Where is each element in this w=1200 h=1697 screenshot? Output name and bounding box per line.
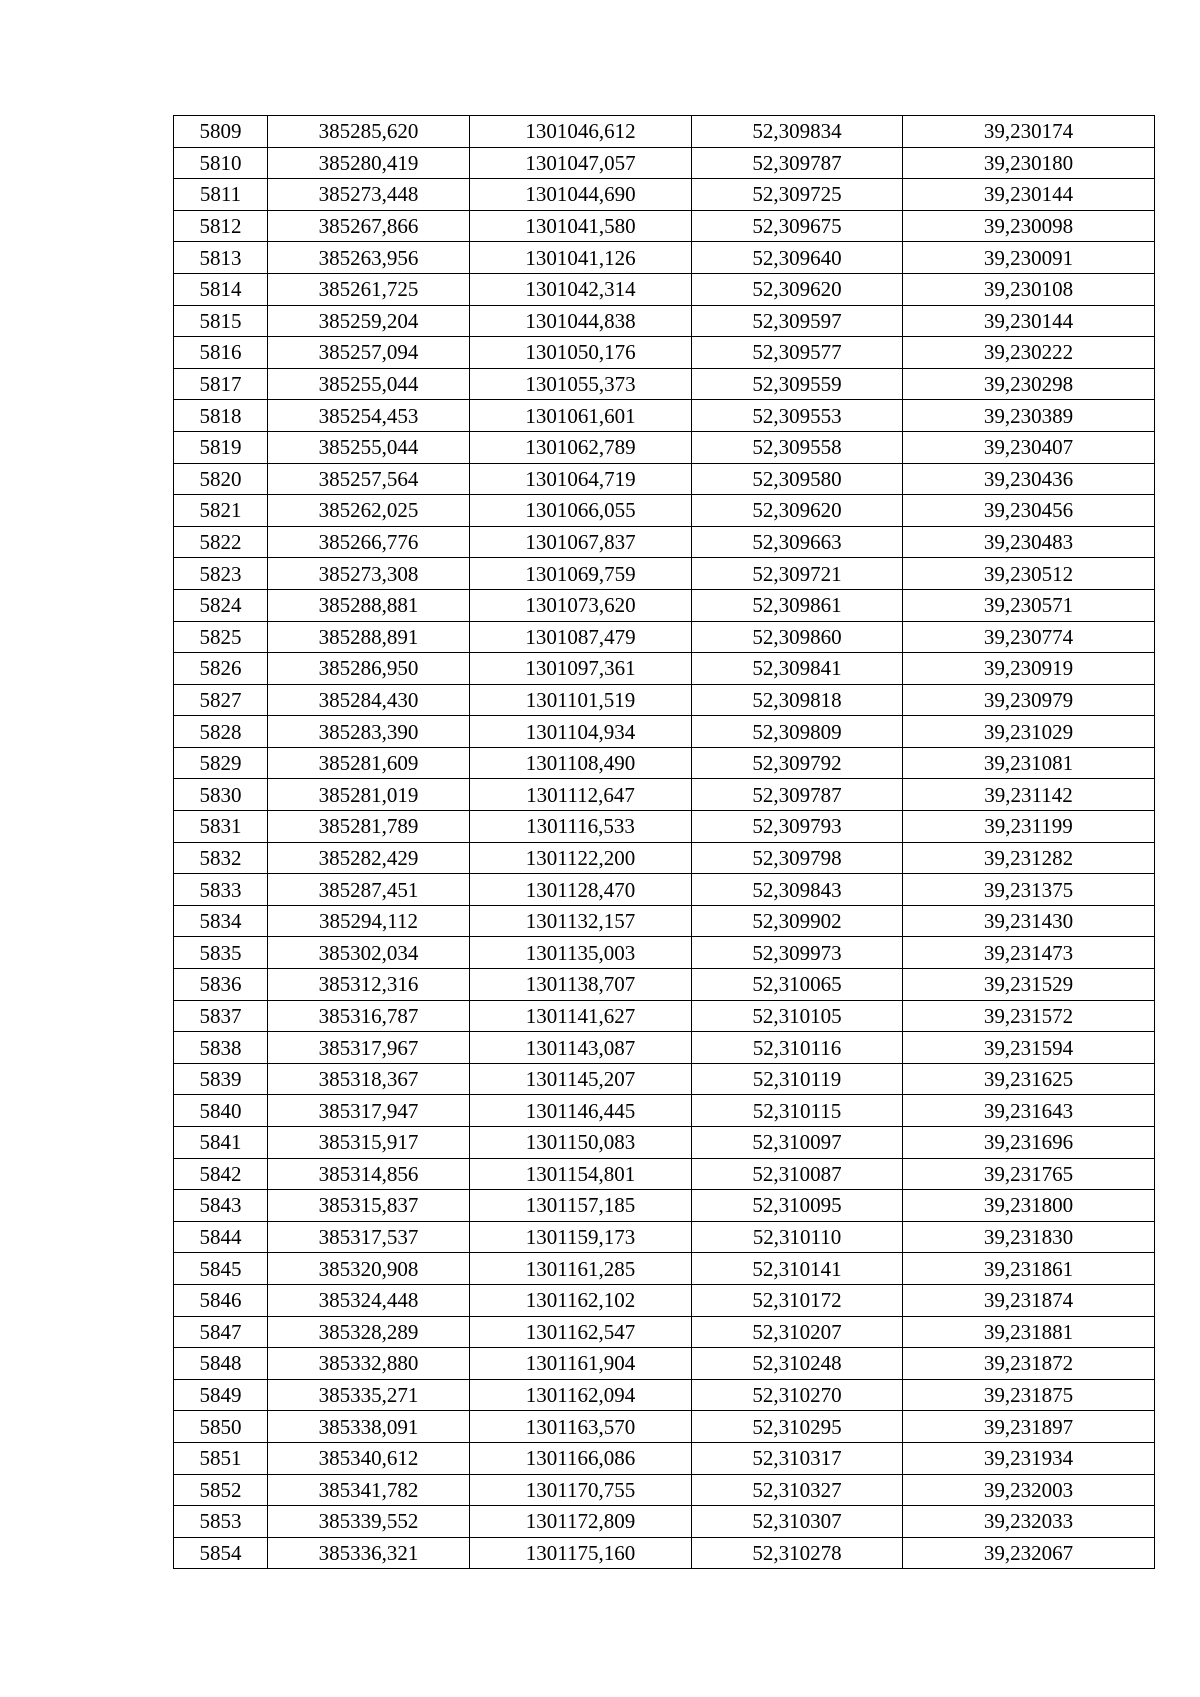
x-coordinate-cell: 385259,204 <box>268 305 470 337</box>
latitude-cell: 52,310317 <box>692 1442 903 1474</box>
table-row <box>174 495 1155 527</box>
point-number-cell: 5833 <box>174 874 268 906</box>
table-row <box>174 1506 1155 1538</box>
y-coordinate-cell: 1301146,445 <box>470 1095 692 1127</box>
x-coordinate-cell: 385336,321 <box>268 1537 470 1569</box>
table-row <box>174 905 1155 937</box>
x-coordinate-cell: 385288,891 <box>268 621 470 653</box>
latitude-cell: 52,309620 <box>692 495 903 527</box>
table-row <box>174 1032 1155 1064</box>
latitude-cell: 52,310295 <box>692 1411 903 1443</box>
longitude-cell: 39,231643 <box>903 1095 1155 1127</box>
x-coordinate-cell: 385273,448 <box>268 179 470 211</box>
table-row <box>174 1442 1155 1474</box>
point-number-cell: 5835 <box>174 937 268 969</box>
point-number-cell: 5847 <box>174 1316 268 1348</box>
latitude-cell: 52,309597 <box>692 305 903 337</box>
x-coordinate-cell: 385324,448 <box>268 1284 470 1316</box>
x-coordinate-cell: 385294,112 <box>268 905 470 937</box>
latitude-cell: 52,310141 <box>692 1253 903 1285</box>
table-row <box>174 716 1155 748</box>
x-coordinate-cell: 385286,950 <box>268 653 470 685</box>
latitude-cell: 52,309841 <box>692 653 903 685</box>
point-number-cell: 5851 <box>174 1442 268 1474</box>
x-coordinate-cell: 385340,612 <box>268 1442 470 1474</box>
latitude-cell: 52,310248 <box>692 1348 903 1380</box>
longitude-cell: 39,231594 <box>903 1032 1155 1064</box>
point-number-cell: 5838 <box>174 1032 268 1064</box>
table-row <box>174 1474 1155 1506</box>
table-row <box>174 242 1155 274</box>
latitude-cell: 52,309577 <box>692 337 903 369</box>
table-row <box>174 653 1155 685</box>
table-row <box>174 621 1155 653</box>
point-number-cell: 5832 <box>174 842 268 874</box>
x-coordinate-cell: 385341,782 <box>268 1474 470 1506</box>
y-coordinate-cell: 1301064,719 <box>470 463 692 495</box>
longitude-cell: 39,230298 <box>903 368 1155 400</box>
table-row <box>174 273 1155 305</box>
y-coordinate-cell: 1301061,601 <box>470 400 692 432</box>
table-row <box>174 684 1155 716</box>
latitude-cell: 52,309843 <box>692 874 903 906</box>
table-row <box>174 1284 1155 1316</box>
x-coordinate-cell: 385287,451 <box>268 874 470 906</box>
longitude-cell: 39,230098 <box>903 210 1155 242</box>
longitude-cell: 39,231872 <box>903 1348 1155 1380</box>
table-row <box>174 526 1155 558</box>
table-row <box>174 874 1155 906</box>
latitude-cell: 52,309580 <box>692 463 903 495</box>
longitude-cell: 39,231430 <box>903 905 1155 937</box>
longitude-cell: 39,231375 <box>903 874 1155 906</box>
table-row <box>174 1537 1155 1569</box>
y-coordinate-cell: 1301062,789 <box>470 431 692 463</box>
coordinates-table-body <box>174 116 1155 1569</box>
x-coordinate-cell: 385273,308 <box>268 558 470 590</box>
x-coordinate-cell: 385317,537 <box>268 1221 470 1253</box>
point-number-cell: 5812 <box>174 210 268 242</box>
x-coordinate-cell: 385338,091 <box>268 1411 470 1443</box>
y-coordinate-cell: 1301044,690 <box>470 179 692 211</box>
longitude-cell: 39,230512 <box>903 558 1155 590</box>
point-number-cell: 5819 <box>174 431 268 463</box>
latitude-cell: 52,310278 <box>692 1537 903 1569</box>
point-number-cell: 5840 <box>174 1095 268 1127</box>
x-coordinate-cell: 385283,390 <box>268 716 470 748</box>
point-number-cell: 5844 <box>174 1221 268 1253</box>
latitude-cell: 52,310087 <box>692 1158 903 1190</box>
latitude-cell: 52,309809 <box>692 716 903 748</box>
point-number-cell: 5811 <box>174 179 268 211</box>
x-coordinate-cell: 385314,856 <box>268 1158 470 1190</box>
table-row <box>174 969 1155 1001</box>
latitude-cell: 52,310105 <box>692 1000 903 1032</box>
longitude-cell: 39,231800 <box>903 1190 1155 1222</box>
y-coordinate-cell: 1301141,627 <box>470 1000 692 1032</box>
table-row <box>174 463 1155 495</box>
table-row <box>174 210 1155 242</box>
longitude-cell: 39,230456 <box>903 495 1155 527</box>
point-number-cell: 5824 <box>174 589 268 621</box>
point-number-cell: 5821 <box>174 495 268 527</box>
y-coordinate-cell: 1301046,612 <box>470 116 692 148</box>
longitude-cell: 39,231529 <box>903 969 1155 1001</box>
longitude-cell: 39,231696 <box>903 1127 1155 1159</box>
latitude-cell: 52,310065 <box>692 969 903 1001</box>
latitude-cell: 52,309787 <box>692 147 903 179</box>
table-row <box>174 747 1155 779</box>
latitude-cell: 52,309973 <box>692 937 903 969</box>
x-coordinate-cell: 385281,019 <box>268 779 470 811</box>
y-coordinate-cell: 1301101,519 <box>470 684 692 716</box>
y-coordinate-cell: 1301042,314 <box>470 273 692 305</box>
table-row <box>174 305 1155 337</box>
point-number-cell: 5834 <box>174 905 268 937</box>
latitude-cell: 52,309725 <box>692 179 903 211</box>
latitude-cell: 52,310207 <box>692 1316 903 1348</box>
table-row <box>174 811 1155 843</box>
table-row <box>174 179 1155 211</box>
latitude-cell: 52,309721 <box>692 558 903 590</box>
longitude-cell: 39,230571 <box>903 589 1155 621</box>
latitude-cell: 52,310327 <box>692 1474 903 1506</box>
longitude-cell: 39,230180 <box>903 147 1155 179</box>
x-coordinate-cell: 385318,367 <box>268 1063 470 1095</box>
latitude-cell: 52,309861 <box>692 589 903 621</box>
point-number-cell: 5842 <box>174 1158 268 1190</box>
y-coordinate-cell: 1301162,094 <box>470 1379 692 1411</box>
latitude-cell: 52,309558 <box>692 431 903 463</box>
y-coordinate-cell: 1301044,838 <box>470 305 692 337</box>
table-row <box>174 1127 1155 1159</box>
longitude-cell: 39,231142 <box>903 779 1155 811</box>
x-coordinate-cell: 385285,620 <box>268 116 470 148</box>
x-coordinate-cell: 385281,789 <box>268 811 470 843</box>
table-row <box>174 147 1155 179</box>
y-coordinate-cell: 1301122,200 <box>470 842 692 874</box>
longitude-cell: 39,231029 <box>903 716 1155 748</box>
point-number-cell: 5828 <box>174 716 268 748</box>
y-coordinate-cell: 1301170,755 <box>470 1474 692 1506</box>
x-coordinate-cell: 385312,316 <box>268 969 470 1001</box>
point-number-cell: 5850 <box>174 1411 268 1443</box>
y-coordinate-cell: 1301161,904 <box>470 1348 692 1380</box>
point-number-cell: 5849 <box>174 1379 268 1411</box>
latitude-cell: 52,310115 <box>692 1095 903 1127</box>
table-row <box>174 400 1155 432</box>
point-number-cell: 5817 <box>174 368 268 400</box>
y-coordinate-cell: 1301067,837 <box>470 526 692 558</box>
point-number-cell: 5820 <box>174 463 268 495</box>
latitude-cell: 52,309834 <box>692 116 903 148</box>
y-coordinate-cell: 1301087,479 <box>470 621 692 653</box>
coordinates-table <box>173 115 1155 1569</box>
longitude-cell: 39,230979 <box>903 684 1155 716</box>
y-coordinate-cell: 1301069,759 <box>470 558 692 590</box>
longitude-cell: 39,230222 <box>903 337 1155 369</box>
point-number-cell: 5853 <box>174 1506 268 1538</box>
longitude-cell: 39,232003 <box>903 1474 1155 1506</box>
point-number-cell: 5836 <box>174 969 268 1001</box>
point-number-cell: 5825 <box>174 621 268 653</box>
latitude-cell: 52,309798 <box>692 842 903 874</box>
table-row <box>174 431 1155 463</box>
y-coordinate-cell: 1301163,570 <box>470 1411 692 1443</box>
x-coordinate-cell: 385255,044 <box>268 431 470 463</box>
y-coordinate-cell: 1301135,003 <box>470 937 692 969</box>
point-number-cell: 5826 <box>174 653 268 685</box>
x-coordinate-cell: 385257,564 <box>268 463 470 495</box>
y-coordinate-cell: 1301041,126 <box>470 242 692 274</box>
point-number-cell: 5829 <box>174 747 268 779</box>
longitude-cell: 39,231830 <box>903 1221 1155 1253</box>
table-row <box>174 1316 1155 1348</box>
point-number-cell: 5837 <box>174 1000 268 1032</box>
table-row <box>174 116 1155 148</box>
latitude-cell: 52,309787 <box>692 779 903 811</box>
longitude-cell: 39,231881 <box>903 1316 1155 1348</box>
y-coordinate-cell: 1301132,157 <box>470 905 692 937</box>
point-number-cell: 5822 <box>174 526 268 558</box>
y-coordinate-cell: 1301161,285 <box>470 1253 692 1285</box>
x-coordinate-cell: 385263,956 <box>268 242 470 274</box>
longitude-cell: 39,230144 <box>903 179 1155 211</box>
longitude-cell: 39,231897 <box>903 1411 1155 1443</box>
longitude-cell: 39,230108 <box>903 273 1155 305</box>
longitude-cell: 39,230144 <box>903 305 1155 337</box>
table-row <box>174 1221 1155 1253</box>
latitude-cell: 52,309559 <box>692 368 903 400</box>
point-number-cell: 5813 <box>174 242 268 274</box>
latitude-cell: 52,309553 <box>692 400 903 432</box>
y-coordinate-cell: 1301050,176 <box>470 337 692 369</box>
longitude-cell: 39,230436 <box>903 463 1155 495</box>
latitude-cell: 52,310095 <box>692 1190 903 1222</box>
longitude-cell: 39,231625 <box>903 1063 1155 1095</box>
latitude-cell: 52,310110 <box>692 1221 903 1253</box>
longitude-cell: 39,231874 <box>903 1284 1155 1316</box>
latitude-cell: 52,309818 <box>692 684 903 716</box>
y-coordinate-cell: 1301143,087 <box>470 1032 692 1064</box>
latitude-cell: 52,310172 <box>692 1284 903 1316</box>
longitude-cell: 39,231081 <box>903 747 1155 779</box>
x-coordinate-cell: 385339,552 <box>268 1506 470 1538</box>
x-coordinate-cell: 385335,271 <box>268 1379 470 1411</box>
y-coordinate-cell: 1301138,707 <box>470 969 692 1001</box>
x-coordinate-cell: 385317,947 <box>268 1095 470 1127</box>
table-row <box>174 1253 1155 1285</box>
longitude-cell: 39,230389 <box>903 400 1155 432</box>
x-coordinate-cell: 385328,289 <box>268 1316 470 1348</box>
y-coordinate-cell: 1301157,185 <box>470 1190 692 1222</box>
latitude-cell: 52,309793 <box>692 811 903 843</box>
longitude-cell: 39,231765 <box>903 1158 1155 1190</box>
point-number-cell: 5816 <box>174 337 268 369</box>
latitude-cell: 52,310097 <box>692 1127 903 1159</box>
latitude-cell: 52,310307 <box>692 1506 903 1538</box>
y-coordinate-cell: 1301166,086 <box>470 1442 692 1474</box>
y-coordinate-cell: 1301055,373 <box>470 368 692 400</box>
table-row <box>174 368 1155 400</box>
point-number-cell: 5810 <box>174 147 268 179</box>
longitude-cell: 39,230091 <box>903 242 1155 274</box>
table-row <box>174 1095 1155 1127</box>
y-coordinate-cell: 1301159,173 <box>470 1221 692 1253</box>
point-number-cell: 5854 <box>174 1537 268 1569</box>
point-number-cell: 5841 <box>174 1127 268 1159</box>
table-row <box>174 1379 1155 1411</box>
x-coordinate-cell: 385302,034 <box>268 937 470 969</box>
x-coordinate-cell: 385266,776 <box>268 526 470 558</box>
longitude-cell: 39,230174 <box>903 116 1155 148</box>
longitude-cell: 39,230919 <box>903 653 1155 685</box>
longitude-cell: 39,231572 <box>903 1000 1155 1032</box>
table-row <box>174 1411 1155 1443</box>
point-number-cell: 5843 <box>174 1190 268 1222</box>
longitude-cell: 39,232033 <box>903 1506 1155 1538</box>
latitude-cell: 52,309675 <box>692 210 903 242</box>
y-coordinate-cell: 1301104,934 <box>470 716 692 748</box>
longitude-cell: 39,231934 <box>903 1442 1155 1474</box>
latitude-cell: 52,309640 <box>692 242 903 274</box>
point-number-cell: 5814 <box>174 273 268 305</box>
longitude-cell: 39,230407 <box>903 431 1155 463</box>
longitude-cell: 39,230774 <box>903 621 1155 653</box>
longitude-cell: 39,231473 <box>903 937 1155 969</box>
latitude-cell: 52,309663 <box>692 526 903 558</box>
point-number-cell: 5823 <box>174 558 268 590</box>
x-coordinate-cell: 385261,725 <box>268 273 470 305</box>
y-coordinate-cell: 1301108,490 <box>470 747 692 779</box>
latitude-cell: 52,309792 <box>692 747 903 779</box>
point-number-cell: 5809 <box>174 116 268 148</box>
table-row <box>174 1000 1155 1032</box>
y-coordinate-cell: 1301172,809 <box>470 1506 692 1538</box>
y-coordinate-cell: 1301041,580 <box>470 210 692 242</box>
table-row <box>174 842 1155 874</box>
y-coordinate-cell: 1301097,361 <box>470 653 692 685</box>
point-number-cell: 5839 <box>174 1063 268 1095</box>
point-number-cell: 5852 <box>174 1474 268 1506</box>
x-coordinate-cell: 385316,787 <box>268 1000 470 1032</box>
x-coordinate-cell: 385320,908 <box>268 1253 470 1285</box>
y-coordinate-cell: 1301066,055 <box>470 495 692 527</box>
table-row <box>174 1348 1155 1380</box>
y-coordinate-cell: 1301073,620 <box>470 589 692 621</box>
longitude-cell: 39,230483 <box>903 526 1155 558</box>
x-coordinate-cell: 385254,453 <box>268 400 470 432</box>
table-row <box>174 1190 1155 1222</box>
point-number-cell: 5831 <box>174 811 268 843</box>
point-number-cell: 5845 <box>174 1253 268 1285</box>
table-row <box>174 337 1155 369</box>
y-coordinate-cell: 1301154,801 <box>470 1158 692 1190</box>
x-coordinate-cell: 385257,094 <box>268 337 470 369</box>
point-number-cell: 5848 <box>174 1348 268 1380</box>
longitude-cell: 39,231861 <box>903 1253 1155 1285</box>
longitude-cell: 39,232067 <box>903 1537 1155 1569</box>
table-row <box>174 937 1155 969</box>
table-row <box>174 558 1155 590</box>
y-coordinate-cell: 1301047,057 <box>470 147 692 179</box>
y-coordinate-cell: 1301175,160 <box>470 1537 692 1569</box>
longitude-cell: 39,231282 <box>903 842 1155 874</box>
table-row <box>174 1063 1155 1095</box>
x-coordinate-cell: 385284,430 <box>268 684 470 716</box>
x-coordinate-cell: 385315,917 <box>268 1127 470 1159</box>
table-row <box>174 589 1155 621</box>
longitude-cell: 39,231875 <box>903 1379 1155 1411</box>
latitude-cell: 52,310119 <box>692 1063 903 1095</box>
latitude-cell: 52,309620 <box>692 273 903 305</box>
y-coordinate-cell: 1301150,083 <box>470 1127 692 1159</box>
x-coordinate-cell: 385282,429 <box>268 842 470 874</box>
x-coordinate-cell: 385288,881 <box>268 589 470 621</box>
latitude-cell: 52,309860 <box>692 621 903 653</box>
longitude-cell: 39,231199 <box>903 811 1155 843</box>
y-coordinate-cell: 1301162,547 <box>470 1316 692 1348</box>
point-number-cell: 5827 <box>174 684 268 716</box>
x-coordinate-cell: 385315,837 <box>268 1190 470 1222</box>
point-number-cell: 5815 <box>174 305 268 337</box>
latitude-cell: 52,310116 <box>692 1032 903 1064</box>
y-coordinate-cell: 1301116,533 <box>470 811 692 843</box>
y-coordinate-cell: 1301145,207 <box>470 1063 692 1095</box>
point-number-cell: 5830 <box>174 779 268 811</box>
latitude-cell: 52,310270 <box>692 1379 903 1411</box>
x-coordinate-cell: 385280,419 <box>268 147 470 179</box>
point-number-cell: 5846 <box>174 1284 268 1316</box>
point-number-cell: 5818 <box>174 400 268 432</box>
x-coordinate-cell: 385262,025 <box>268 495 470 527</box>
x-coordinate-cell: 385332,880 <box>268 1348 470 1380</box>
table-row <box>174 779 1155 811</box>
x-coordinate-cell: 385255,044 <box>268 368 470 400</box>
x-coordinate-cell: 385267,866 <box>268 210 470 242</box>
y-coordinate-cell: 1301112,647 <box>470 779 692 811</box>
latitude-cell: 52,309902 <box>692 905 903 937</box>
y-coordinate-cell: 1301162,102 <box>470 1284 692 1316</box>
y-coordinate-cell: 1301128,470 <box>470 874 692 906</box>
table-row <box>174 1158 1155 1190</box>
x-coordinate-cell: 385317,967 <box>268 1032 470 1064</box>
x-coordinate-cell: 385281,609 <box>268 747 470 779</box>
